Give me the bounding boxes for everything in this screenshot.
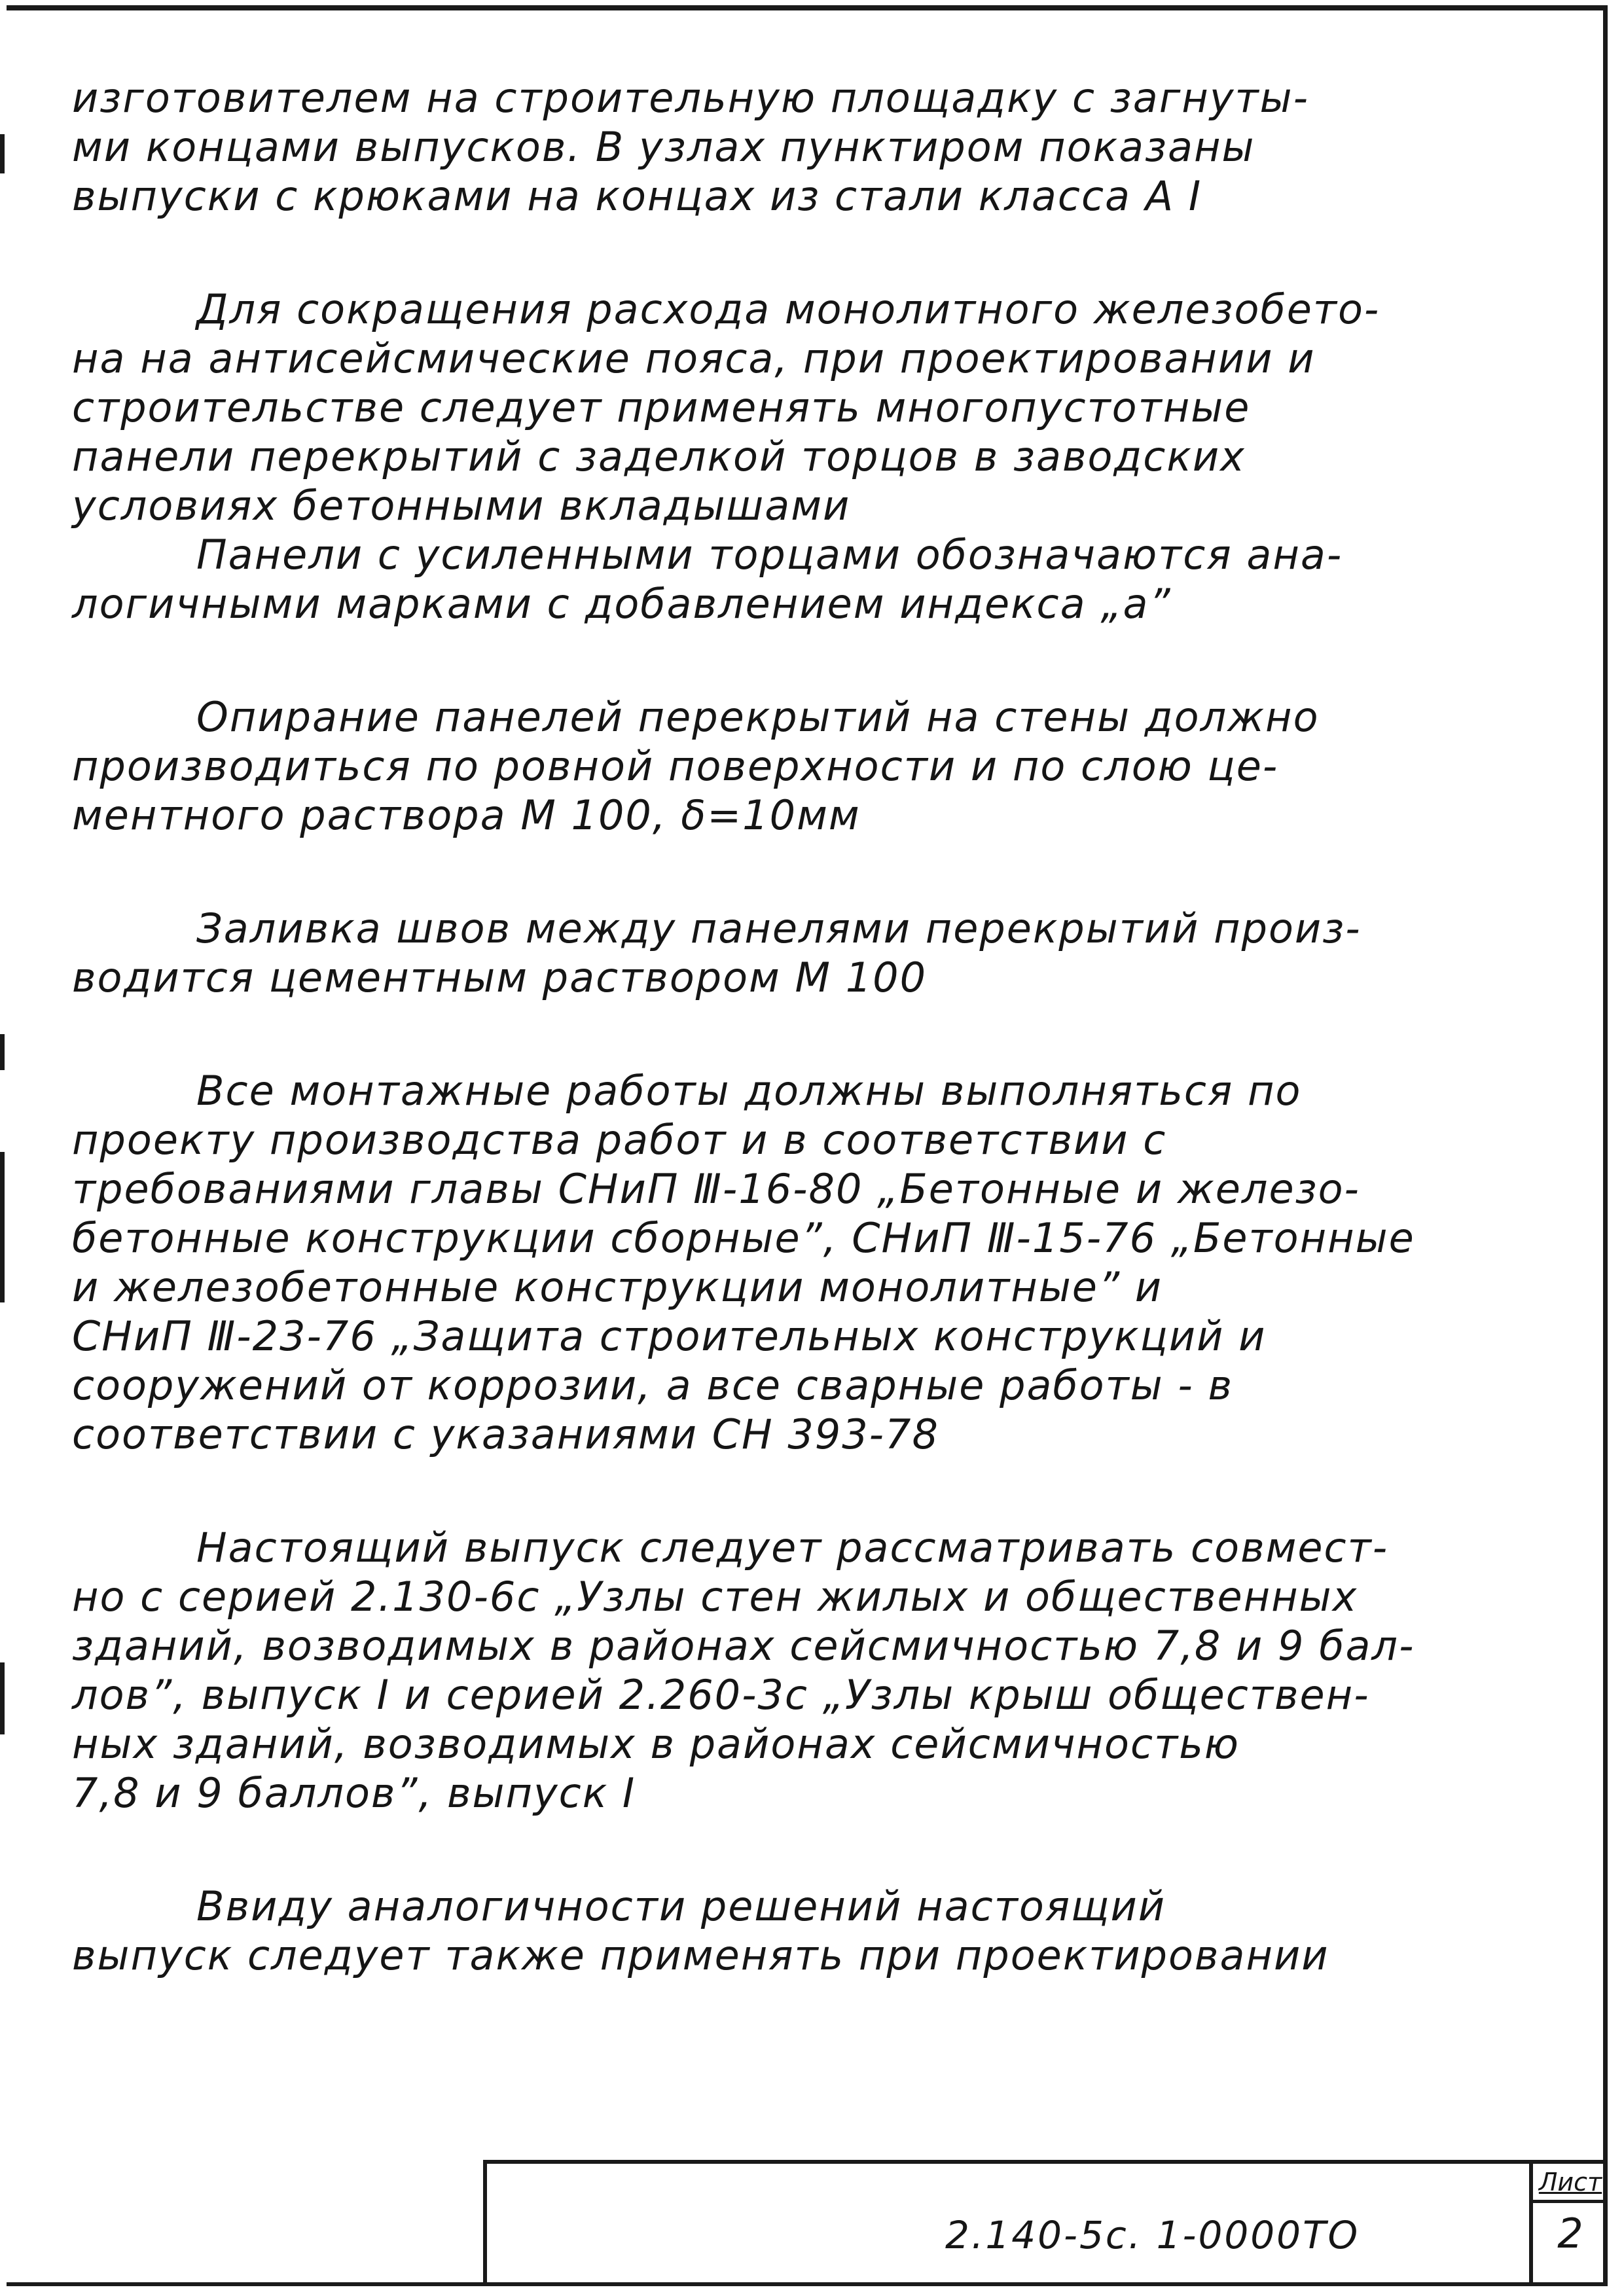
paragraph-analogous-solutions [72,1882,1551,1980]
text-line: логичными марками с добавлением индекса „а” [72,580,1172,628]
text-line: ментного раствора М 100, δ=10мм [72,791,861,839]
title-block [483,2160,1608,2286]
text-line: 7,8 и 9 баллов”, выпуск I [72,1769,636,1817]
text-line: сооружений от коррозии, а все сварные работы - в [72,1361,1233,1409]
paragraph-joint-grouting [72,904,1551,1002]
text-line: ных зданий, возводимых в районах сейсмичностью [72,1720,1240,1768]
paragraph-related-series [72,1523,1551,1818]
document-code: 2.140-5с. 1-0000ТО [945,2213,1360,2257]
sheet-number: 2 [1557,2210,1583,2257]
text-line: Для сокращения расхода монолитного железобето- [196,285,1380,333]
text-line: лов”, выпуск I и серией 2.260-3с „Узлы крыш обществен- [72,1671,1370,1719]
text-line: выпуски с крюками на концах из стали класса А I [72,172,1202,220]
text-line: Панели с усиленными торцами обозначаются ана- [196,531,1343,579]
paragraph-installation-works [72,1066,1551,1459]
text-line: производиться по ровной поверхности и по слою це- [72,742,1279,790]
paragraph-hollow-core-panels [72,285,1551,530]
text-line: проекту производства работ и в соответствии с [72,1116,1167,1164]
paragraph-outlets [72,73,1551,221]
text-line: условиях бетонными вкладышами [72,482,851,529]
binding-mark [0,1152,5,1302]
text-line: и железобетонные конструкции монолитные” и [72,1263,1163,1311]
text-line: Заливка швов между панелями перекрытий произ- [196,905,1362,952]
text-line: Все монтажные работы должны выполняться по [196,1067,1302,1115]
document-body [72,73,1551,2044]
text-line: водится цементным раствором М 100 [72,954,928,1001]
binding-mark [0,134,5,173]
text-line: соответствии с указаниями СН 393-78 [72,1410,939,1458]
text-line: изготовителем на строительную площадку с загнуты- [72,74,1309,122]
text-line: бетонные конструкции сборные”, СНиП Ⅲ-15-76 „Бетонные [72,1214,1415,1262]
text-line: но с серией 2.130-6с „Узлы стен жилых и общественных [72,1573,1358,1621]
sheet-label: Лист [1533,2164,1608,2203]
sheet-cell [1529,2164,1608,2286]
paragraph-panel-marking [72,530,1551,628]
binding-mark [0,1034,5,1070]
text-line: панели перекрытий с заделкой торцов в заводских [72,433,1246,480]
text-line: требованиями главы СНиП Ⅲ-16-80 „Бетонные и железо- [72,1165,1360,1213]
text-line: на на антисейсмические пояса, при проектировании и [72,334,1316,382]
binding-mark [0,1662,5,1734]
text-line: зданий, возводимых в районах сейсмичностью 7,8 и 9 бал- [72,1622,1415,1670]
text-line: строительстве следует применять многопустотные [72,384,1251,431]
paragraph-panel-bearing [72,692,1551,840]
text-line: выпуск следует также применять при проектировании [72,1931,1329,1979]
text-line: Опирание панелей перекрытий на стены должно [196,693,1320,741]
text-line: ми концами выпусков. В узлах пунктиром показаны [72,123,1255,171]
text-line: Настоящий выпуск следует рассматривать совмест- [196,1524,1389,1571]
text-line: Ввиду аналогичности решений настоящий [196,1882,1166,1930]
text-line: СНиП Ⅲ-23-76 „Защита строительных конструкций и [72,1312,1267,1360]
